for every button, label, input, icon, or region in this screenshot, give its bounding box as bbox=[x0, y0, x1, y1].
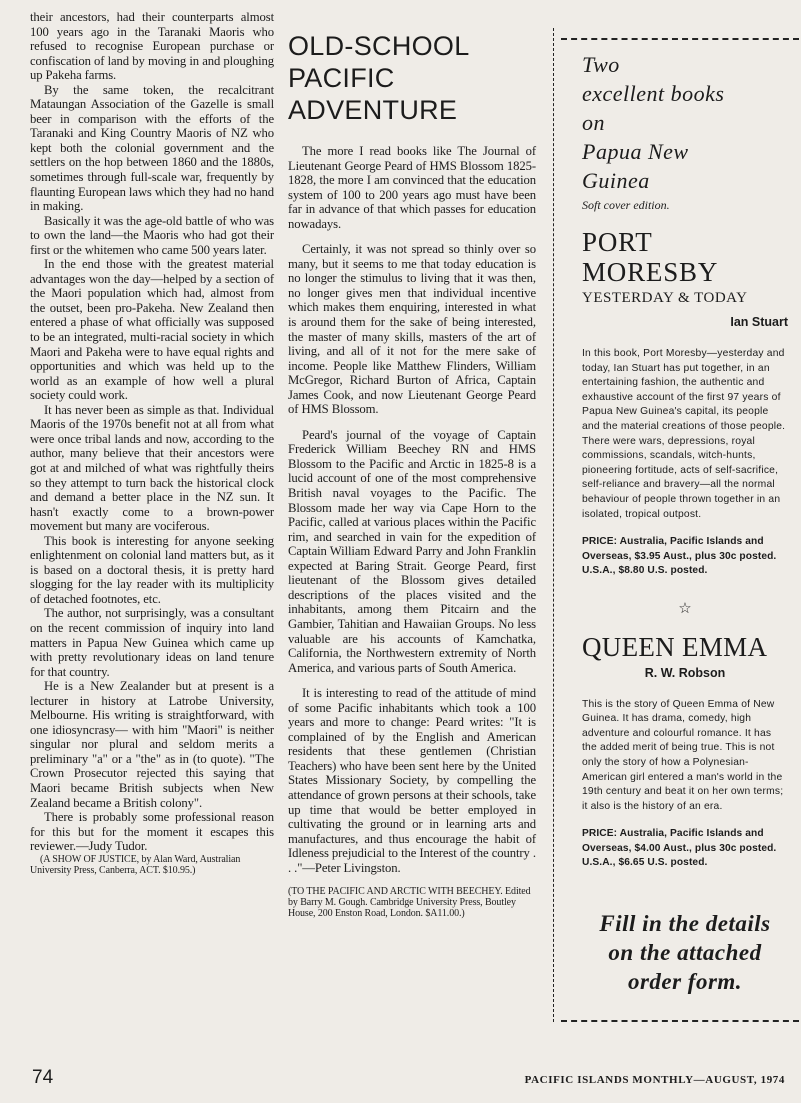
paragraph: In the end those with the greatest material advantages won the day—helped by a section of the Maori population which had, almost from the outset, been pro-Pakeha. New Zealand then entered a phase of what officially was supposed to be an integrated, multi-racial society in which Maori and Pakeha were to have equal rights and opportunities and which was held up to the world as an example of how well a plural society could work. bbox=[30, 257, 274, 403]
ad-border-top bbox=[561, 38, 799, 40]
headline-line: PACIFIC ADVENTURE bbox=[288, 63, 458, 125]
book-author: R. W. Robson bbox=[644, 665, 726, 680]
book-title: MORESBY bbox=[582, 257, 719, 287]
paragraph: There is probably some professional reason for this but for the moment it escapes this reviewer.—Judy Tudor. bbox=[30, 810, 274, 854]
ad-border-left bbox=[553, 28, 554, 1022]
paragraph: This book is interesting for anyone seeking enlightenment on colonial land matters but, as it is based on a doctoral thesis, it is pretty hard slogging for the lay reader with its multiplicity of detached footnotes, etc. bbox=[30, 533, 274, 606]
book-citation: (A SHOW OF JUSTICE, by Alan Ward, Australian University Press, Canberra, ACT. $10.95.) bbox=[30, 853, 241, 876]
ad-intro-line: Papua New bbox=[582, 139, 689, 164]
book-advertisement bbox=[582, 50, 788, 996]
book-author: Ian Stuart bbox=[730, 315, 788, 329]
paragraph: By the same token, the recalcitrant Mataungan Association of the Gazelle is small beer in comparison with the efforts of the Taranaki and King Country Maoris of NZ who kept both the colonial government and the settlers on the hop between 1860 and the 1880s, sometimes through full-scale war, frequently by flaunting European laws which they had no hand in making. bbox=[30, 82, 274, 214]
paragraph: Peard's journal of the voyage of Captain Frederick William Beechey RN and HMS Blossom to the Pacific and Arctic in 1825-8 is a lucid account of one of the most comprehensive British naval voyages to the Pacific. The Blossom made her way via Cape Horn to the Pacific, called at various places within the Pacific rim, and searched in vain for the expedition of Captain William Edward Parry and John Franklin expected at Baring Strait. George Peard, first lieutenant of the Blossom gives detailed descriptions of the places visited and the inhabitants, among them Pitcairn and the Gambier, Tahitian and Hawaiian Groups. No less valuable are his accounts of Kamchatka, California, the Northwestern extremity of North America, and various parts of South America. bbox=[288, 427, 536, 675]
ad-border-bottom bbox=[561, 1020, 799, 1022]
paragraph: Certainly, it was not spread so thinly over so many, but it seems to me that today education is no longer the stimulus to living that it was then, no longer gives men that individual incentive which makes them enquiring, interested in what is around them for the sake of being interested, the master of many skills, masters of the art of living, and all of it not for the mere sake of income. People like Matthew Flinders, William McGregor, Richard Burton of Africa, Captain James Cook, and now Lieutenant George Peard of HMS Blossom. bbox=[288, 242, 536, 417]
magazine-running-footer: PACIFIC ISLANDS MONTHLY—AUGUST, 1974 bbox=[524, 1074, 785, 1086]
paragraph: It has never been as simple as that. Individual Maoris of the 1970s benefit not at all from what were once tribal lands and now, according to the author, many believe that their ancestors were got at and milched of what was rightfully theirs so they attempt to turn back the historical clock and demand a better place in the NZ sun. It hasn't exactly come to a brown-power movement but many are vociferous. bbox=[30, 402, 274, 534]
page-number: 74 bbox=[32, 1067, 54, 1088]
book-description: In this book, Port Moresby—yesterday and today, Ian Stuart has put together, in an entertaining fashion, the authentic and exhaustive account of the first 97 years of Papua New Guinea's capital, its people and the material creations of those people. There were wars, depressions, royal commissions, scandals, witch-hunts, pioneering fortitude, acts of self-sacrifice, self-reliance and bravery—all the normal behaviour of people thrown together in an isolated, tropical outpost. bbox=[582, 348, 786, 520]
paragraph: their ancestors, had their counterparts almost 100 years ago in the Taranaki Maoris who refused to recognise European purchase or confiscation of land by moving in and ploughing up Pakeha farms. bbox=[30, 10, 274, 83]
cta-line: on the attached bbox=[608, 939, 762, 965]
ad-intro-line: Guinea bbox=[582, 168, 650, 193]
ad-intro-line: excellent books bbox=[582, 81, 725, 106]
cta-line: Fill in the details bbox=[599, 910, 771, 936]
paragraph: He is a New Zealander but at present is a lecturer in history at Latrobe University, Melbourne. His writing is straightforward, with one idiosyncrasy— with him "Maori" is neither singular nor plural and seldom merits a preliminary "a" or a "the" as in (to quote). "The Crown Prosecutor rejected this saying that Maori became British subjects when New Zealand became a British colony". bbox=[30, 679, 274, 810]
book-price: PRICE: Australia, Pacific Islands and Overseas, $4.00 Aust., plus 30c posted. U.S.A., $6.65 U.S. posted. bbox=[582, 828, 777, 869]
book-title: PORT bbox=[582, 227, 653, 257]
ad-intro-line: Two bbox=[582, 52, 620, 77]
cta-line: order form. bbox=[627, 968, 743, 994]
review-column-left bbox=[30, 10, 274, 876]
order-call-to-action bbox=[582, 909, 788, 996]
paragraph: Basically it was the age-old battle of who was to own the land—the Maoris who had got their first or the whitemen who came 500 years later. bbox=[30, 213, 274, 257]
review-column-middle bbox=[288, 30, 536, 919]
book-description: This is the story of Queen Emma of New Guinea. It has drama, comedy, high adventure and colourful romance. It has the added merit of being true. This is not only the story of how a Polynesian-American girl entered a man's world in the 19th century and beat it on her own terms; it also is the history of an era. bbox=[582, 698, 784, 812]
paragraph: The author, not surprisingly, was a consultant on the recent commission of inquiry into land matters in Papua New Guinea which came up with pretty revolutionary ideas on land tenure for that country. bbox=[30, 606, 274, 679]
edition-note: Soft cover edition. bbox=[582, 198, 670, 212]
star-icon: ☆ bbox=[678, 600, 692, 617]
book-price: PRICE: Australia, Pacific Islands and Overseas, $3.95 Aust., plus 30c posted. U.S.A., $8.80 U.S. posted. bbox=[582, 536, 777, 577]
article-headline bbox=[288, 30, 536, 126]
ad-intro-line: on bbox=[582, 110, 605, 135]
paragraph: It is interesting to read of the attitude of mind of some Pacific inhabitants which took a 100 years and more to change: Peard writes: "It is complained of by the English and American residents that these gentlemen (Christian Teachers) who have been sent here by the United States Missionary Society, by compelling the attendance of grown persons at their schools, take up time that would be better employed in cultivating the ground or in learning arts and manufactures, and thus encourage the habit of Idleness prejudicial to the Interest of the country . . ."—Peter Livingston. bbox=[288, 686, 536, 875]
book-citation: (TO THE PACIFIC AND ARCTIC WITH BEECHEY. Edited by Barry M. Gough. Cambridge University Press, Boutley House, 200 Enston Road, London. $A11.00.) bbox=[288, 886, 531, 920]
headline-line: OLD-SCHOOL bbox=[288, 31, 470, 61]
paragraph: The more I read books like The Journal of Lieutenant George Peard of HMS Blossom 1825-1828, the more I am convinced that the education system of 100 to 200 years ago must have been far in advance of that which passes for education nowadays. bbox=[288, 144, 536, 231]
book-title: QUEEN EMMA bbox=[582, 631, 768, 662]
book-subtitle: YESTERDAY & TODAY bbox=[582, 290, 748, 306]
